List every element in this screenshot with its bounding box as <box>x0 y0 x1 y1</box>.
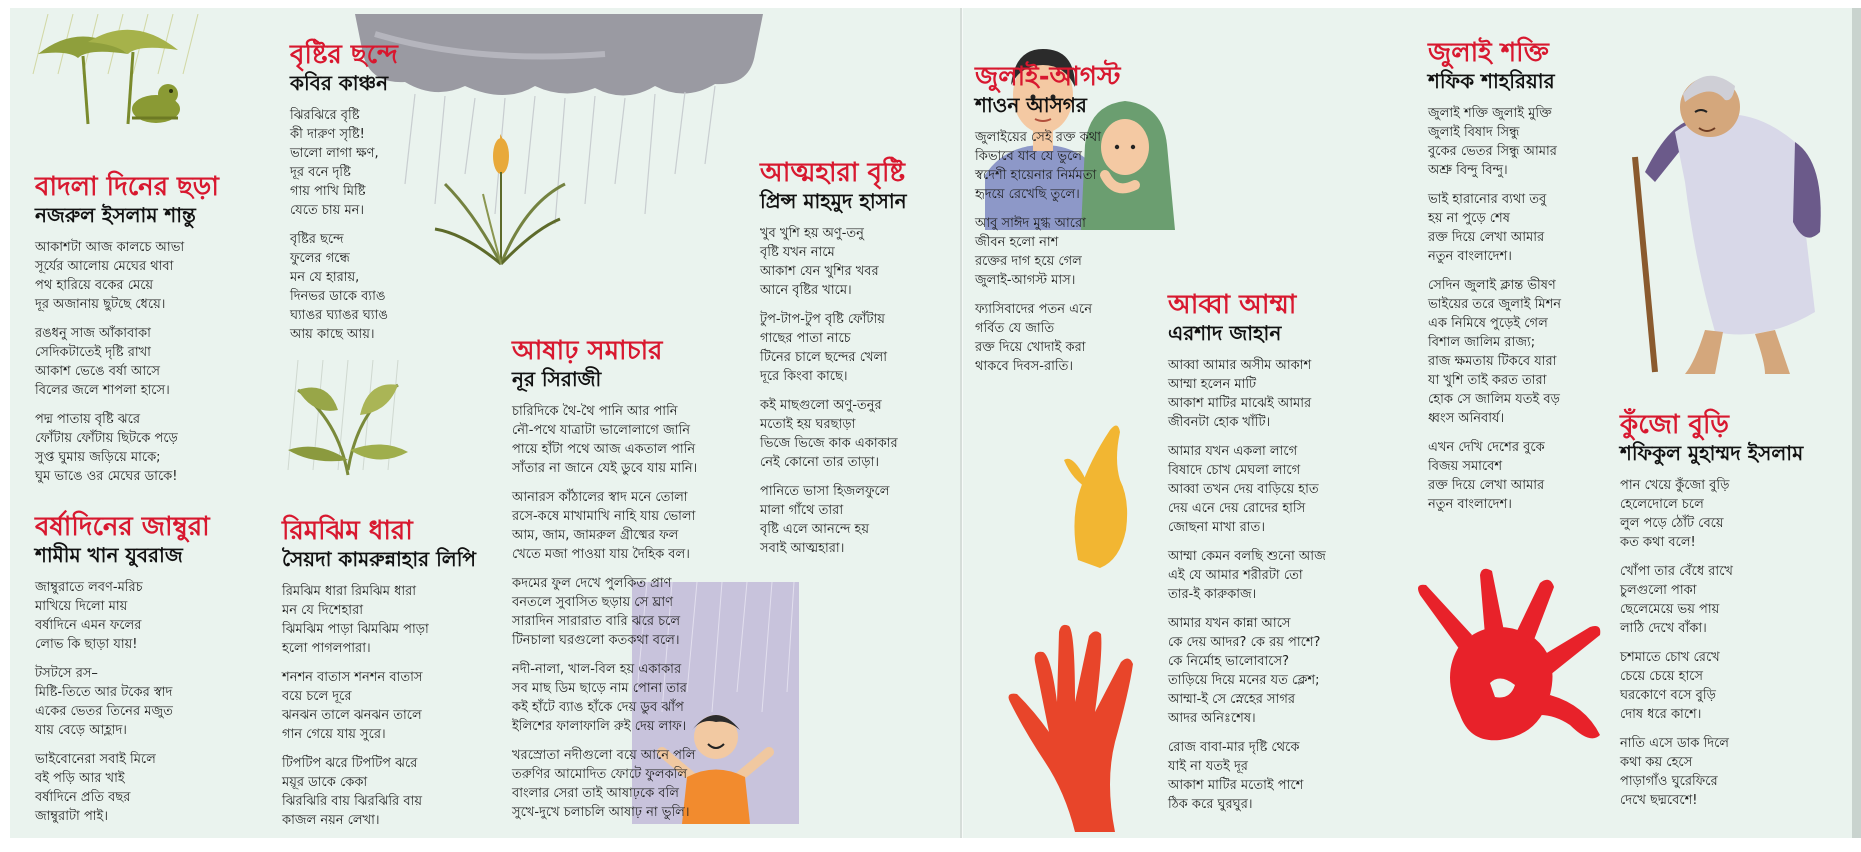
verse-line: সারাদিন সারারাত বারি ঝরে চলে <box>512 614 681 629</box>
verse-line: রোজ বাবা-মার দৃষ্টি থেকে <box>1168 740 1300 755</box>
verse-line: যেতে চায় মন। <box>290 203 365 218</box>
verse-line: ভাইয়ের তরে জুলাই মিশন <box>1428 297 1562 312</box>
verse-line: টিনের চালে ছন্দের খেলা <box>760 350 887 365</box>
verse-line: ফুলের গন্ধে <box>290 251 350 266</box>
poem-author: প্রিন্স মাহমুদ হাসান <box>760 189 907 213</box>
verse-line: সাঁতার না জানে যেই ডুবে যায় মানি। <box>512 461 698 476</box>
verse-line: আম্মা হলেন মাটি <box>1168 377 1257 392</box>
poem-kunjo-buri <box>1620 410 1845 820</box>
verse-line: হেলেদোলে চলে <box>1620 497 1704 512</box>
poem-title: কুঁজো বুড়ি <box>1620 410 1729 440</box>
verse-line: পথ হারিয়ে বকের মেয়ে <box>35 278 154 293</box>
poem-author: শামীম খান যুবরাজ <box>35 543 183 567</box>
stanza <box>1168 614 1393 728</box>
verse-line: রক্ত দিয়ে লেখা আমার <box>1428 230 1545 245</box>
verse-line: লাঠি দেখে বাঁকা। <box>1620 621 1707 636</box>
verse-line: জাম্বুরাতে লবণ-মরিচ <box>35 580 143 595</box>
verse-line: দূর বনে দৃষ্টি <box>290 165 351 180</box>
stanza <box>1168 547 1393 604</box>
poem-july-august <box>975 62 1155 386</box>
verse-line: গান গেয়ে যায় সুরে। <box>282 727 386 742</box>
verse-line: কিভাবে যাব যে ভুলে <box>975 149 1082 164</box>
verse-line: আমার যখন একলা লাগে <box>1168 444 1298 459</box>
verse-line: সুপ্ত ঘুমায় জড়িয়ে মাকে; <box>35 450 161 465</box>
verse-line: রাজ ক্ষমতায় টিকবে যারা <box>1428 354 1557 369</box>
stanza <box>282 582 502 658</box>
stanza <box>512 488 777 564</box>
verse-line: জীবন হলো নাশ <box>975 235 1059 250</box>
poem-title: জুলাই শক্তি <box>1428 38 1549 68</box>
stanza <box>1620 734 1845 810</box>
stanza <box>1428 276 1628 428</box>
verse-line: নতুন বাংলাদেশ। <box>1428 249 1512 264</box>
verse-line: নদী-নালা, খাল-বিল হয় একাকার <box>512 662 682 677</box>
verse-line: মন যে হারায়, <box>290 270 360 285</box>
stanza <box>290 230 440 344</box>
verse-line: আম, জাম, জামরুল গ্রীষ্মের ফল <box>512 528 679 543</box>
verse-line: চেয়ে চেয়ে হাসে <box>1620 669 1704 684</box>
stanza <box>1168 356 1393 432</box>
stanza <box>1620 476 1845 552</box>
verse-line: গর্বিত যে জাতি <box>975 321 1055 336</box>
verse-line: কই হাঁটে ব্যাঙ হাঁকে দেয় ডুব ঝাঁপ <box>512 700 684 715</box>
verse-line: ঘ্যাঙর ঘ্যাঙর ঘ্যাঙ <box>290 308 388 323</box>
verse-line: চুলগুলো পাকা <box>1620 583 1697 598</box>
verse-line: আবু সাঈদ মুগ্ধ আরো <box>975 216 1086 231</box>
verse-line: ফোঁটায় ফোঁটায় ছিটকে পড়ে <box>35 431 178 446</box>
verse-line: ঘুম ভাঙে ওর মেঘের ডাকে! <box>35 469 178 484</box>
verse-line: আব্বা তখন দেয় বাড়িয়ে হাত <box>1168 482 1319 497</box>
verse-line: খরস্রোতা নদীগুলো বয়ে আনে পলি <box>512 748 696 763</box>
verse-line: আকাশ মাটির মতোই পাশে <box>1168 778 1304 793</box>
verse-line: হোক সে জালিম যতই বড় <box>1428 392 1560 407</box>
stanza <box>35 664 235 740</box>
verse-line: স্বদেশী হায়েনার নির্মমতা <box>975 168 1097 183</box>
stanza <box>1620 562 1845 638</box>
verse-line: জীবনটা হোক খাঁটি। <box>1168 415 1271 430</box>
verse-line: পাড়াগাঁও ঘুরেফিরে <box>1620 774 1718 789</box>
verse-line: জুলাই বিষাদ সিন্ধু <box>1428 125 1520 140</box>
verse-line: যাই না যতই দূর <box>1168 759 1248 774</box>
verse-line: ছেলেমেয়ে ভয় পায় <box>1620 602 1720 617</box>
verse-line: এখন দেখি দেশের বুকে <box>1428 440 1545 455</box>
stanza <box>1168 442 1393 537</box>
verse-line: কদমের ফুল দেখে পুলকিত প্রাণ <box>512 576 672 591</box>
page-fold-highlight <box>962 8 963 838</box>
frog-leaves-illustration <box>28 14 218 132</box>
poem-rimjhim-dhara <box>282 516 502 840</box>
verse-line: সবাই আত্মহারা। <box>760 541 845 556</box>
verse-line: চশমাতে চোখ রেখে <box>1620 650 1720 665</box>
red-handprint-illustration <box>1400 565 1610 755</box>
verse-line: ভাই হারানোর ব্যথা তবু <box>1428 192 1547 207</box>
poem-borshadiner-jambura <box>35 512 235 836</box>
verse-line: রক্ত দিয়ে লেখা আমার <box>1428 478 1545 493</box>
poem-badla-diner-chora <box>35 172 235 496</box>
verse-line: কাজল নয়ন লেখা। <box>282 813 380 828</box>
verse-line: আকাশ মাটির মাঝেই আমার <box>1168 396 1312 411</box>
verse-line: রঙধনু সাজ আঁকাবাকা <box>35 326 151 341</box>
verse-line: কে নির্মোহ ভালোবাসে? <box>1168 654 1290 669</box>
verse-line: বাংলার সেরা তাই আষাঢ়কে বলি <box>512 786 679 801</box>
verse-line: থাকবে দিবস-রাতি। <box>975 359 1073 374</box>
stanza <box>35 238 235 314</box>
verse-line: বয়ে চলে দূরে <box>282 689 352 704</box>
verse-line: আকাশটা আজ কালচে আভা <box>35 240 185 255</box>
verse-line: সূর্যের আলোয় মেঘের থাবা <box>35 259 174 274</box>
verse-line: আম্মা-ই সে স্নেহের সাগর <box>1168 692 1296 707</box>
verse-line: টিনচালা ঘরগুলো কতকথা বলে। <box>512 633 680 648</box>
verse-line: টিপটিপ ঝরে টিপটিপ ঝরে <box>282 756 418 771</box>
verse-line: আকাশ যেন খুশির খবর <box>760 264 879 279</box>
verse-line: সব মাছ ডিম ছাড়ে নাম পোনা তার <box>512 681 687 696</box>
verse-line: কী দারুণ সৃষ্টি! <box>290 127 365 142</box>
verse-line: খেতে মজা পাওয়া যায় দৈহিক বল। <box>512 547 690 562</box>
verse-line: নতুন বাংলাদেশ। <box>1428 497 1512 512</box>
poem-author: কবির কাঞ্চন <box>290 71 389 95</box>
verse-line: বিজয় সমাবেশ <box>1428 459 1503 474</box>
stanza <box>760 396 960 472</box>
stanza <box>512 574 777 650</box>
verse-line: নৌ-পথে যাত্রাটা ভালোলাগে জানি <box>512 423 690 438</box>
verse-line: দেয় এনে দেয় রোদের হাসি <box>1168 501 1306 516</box>
verse-line: জুলাই শক্তি জুলাই মুক্তি <box>1428 106 1552 121</box>
verse-line: কই মাছগুলো অণু-তনুর <box>760 398 882 413</box>
red-hand-illustration <box>1005 622 1170 832</box>
poem-brishtir-chonde <box>290 40 440 354</box>
stanza <box>35 324 235 400</box>
verse-line: আব্বা আমার অসীম আকাশ <box>1168 358 1312 373</box>
verse-line: কত কথা বলে! <box>1620 535 1696 550</box>
stanza <box>282 668 502 744</box>
verse-line: তরুণির আমোদিত ফোটে ফুলকলি <box>512 767 688 782</box>
verse-line: খোঁপা তার বেঁধে রাখে <box>1620 564 1733 579</box>
verse-line: গায় পাখি মিষ্টি <box>290 184 366 199</box>
verse-line: এই যে আমার শরীরটা তো <box>1168 568 1303 583</box>
verse-line: কথা কয় হেসে <box>1620 755 1693 770</box>
verse-line: ঝিরঝিরে বৃষ্টি <box>290 108 360 123</box>
verse-line: জোছনা মাখা রাত। <box>1168 520 1265 535</box>
verse-line: আনারস কাঁঠালের স্বাদ মনে তোলা <box>512 490 688 505</box>
stanza <box>760 310 960 386</box>
verse-line: ভাইবোনেরা সবাই মিলে <box>35 752 156 767</box>
verse-line: সেদিকটাতেই দৃষ্টি রাখা <box>35 345 151 360</box>
verse-line: দোষ ধরে কাশে। <box>1620 707 1702 722</box>
verse-line: জুলাই-আগস্ট মাস। <box>975 273 1076 288</box>
stanza <box>1428 104 1628 180</box>
verse-line: বিষাদে চোখ মেঘলা লাগে <box>1168 463 1301 478</box>
poem-title: জুলাই-আগস্ট <box>975 62 1121 92</box>
verse-line: চারিদিকে থৈ-থৈ পানি আর পানি <box>512 404 678 419</box>
verse-line: লুল পড়ে ঠোঁট বেয়ে <box>1620 516 1724 531</box>
stanza <box>512 746 777 822</box>
verse-line: বর্ষাদিনে প্রতি বছর <box>35 790 131 805</box>
verse-line: হৃদয়ে রেখেছি তুলে। <box>975 187 1080 202</box>
verse-line: নেই কোনো তার তাড়া। <box>760 455 879 470</box>
yellow-hand-illustration <box>1060 420 1140 570</box>
verse-line: সেদিন জুলাই ক্লান্ত ভীষণ <box>1428 278 1556 293</box>
poem-author: নজরুল ইসলাম শান্তু <box>35 203 196 227</box>
verse-line: মিষ্টি-তিতে আর টকের স্বাদ <box>35 685 173 700</box>
stanza <box>975 214 1155 290</box>
verse-line: মাখিয়ে দিলো মায় <box>35 599 128 614</box>
verse-line: যা খুশি তাই করত তারা <box>1428 373 1547 388</box>
verse-line: একের ভেতর তিনের মজুত <box>35 704 173 719</box>
verse-line: মালা গাঁথে তারা <box>760 503 844 518</box>
old-woman-illustration <box>1615 62 1850 382</box>
stanza <box>35 410 235 486</box>
verse-line: রসে-কষে মাখামাখি নাহি যায় ভোলা <box>512 509 696 524</box>
verse-line: তাড়িয়ে দিয়ে মনের যত ক্লেশ; <box>1168 673 1320 688</box>
poem-ashar-somachar <box>512 336 777 832</box>
verse-line: যায় বেড়ে আহ্লাদ। <box>35 723 127 738</box>
verse-line: হলো পাগলপারা। <box>282 641 371 656</box>
verse-line: অশ্রু বিন্দু বিন্দু। <box>1428 163 1508 178</box>
verse-line: জাম্বুরাটা পাই। <box>35 809 108 824</box>
stanza <box>35 750 235 826</box>
verse-line: আম্মা কেমন বলছি শুনো আজ <box>1168 549 1326 564</box>
verse-line: টসটসে রস– <box>35 666 98 681</box>
verse-line: মতোই হয় ঘরছাড়া <box>760 417 856 432</box>
verse-line: এক নিমিষে পুড়েই গেল <box>1428 316 1548 331</box>
stanza <box>512 660 777 736</box>
page-edge <box>1852 8 1861 838</box>
verse-line: খুব খুশি হয় অণু-তনু <box>760 226 864 241</box>
verse-line: আমার যখন কান্না আসে <box>1168 616 1291 631</box>
poem-atmohara-brishti <box>760 158 960 568</box>
verse-line: বৃষ্টি যখন নামে <box>760 245 835 260</box>
verse-line: ভালো লাগা ক্ষণ, <box>290 146 379 161</box>
poem-abba-amma <box>1168 290 1393 824</box>
stanza <box>282 754 502 830</box>
stanza <box>1620 648 1845 724</box>
verse-line: ফ্যাসিবাদের পতন এনে <box>975 302 1093 317</box>
poem-title: বৃষ্টির ছন্দে <box>290 40 398 70</box>
stanza <box>290 106 440 220</box>
verse-line: ঘরকোণে বসে বুড়ি <box>1620 688 1716 703</box>
stanza <box>512 402 777 478</box>
verse-line: ধ্বংস অনিবার্য। <box>1428 411 1505 426</box>
poem-title: রিমঝিম ধারা <box>282 516 413 546</box>
stanza <box>1428 190 1628 266</box>
verse-line: বর্ষাদিনে এমন ফলের <box>35 618 142 633</box>
verse-line: তার-ই কারুকাজ। <box>1168 587 1257 602</box>
verse-line: ময়ূর ডাকে কেকা <box>282 775 368 790</box>
poem-author: শফিক শাহরিয়ার <box>1428 69 1555 93</box>
poem-title: বর্ষাদিনের জাম্বুরা <box>35 512 210 542</box>
verse-line: রক্তের দাগ হয়ে গেল <box>975 254 1082 269</box>
poem-title: আত্মহারা বৃষ্টি <box>760 158 905 188</box>
verse-line: বই পড়ি আর খাই <box>35 771 125 786</box>
verse-line: লোভ কি ছাড়া যায়! <box>35 637 138 652</box>
verse-line: পায়ে হাঁটা পথে আজ একতাল পানি <box>512 442 696 457</box>
poem-july-shokti <box>1428 38 1628 524</box>
poem-author: নূর সিরাজী <box>512 367 602 391</box>
stanza <box>760 482 960 558</box>
verse-line: সুখে-দুখে চলাচলি আষাঢ় না ভুলি। <box>512 805 690 820</box>
verse-line: ঝিমঝিম পাড়া ঝিমঝিম পাড়া <box>282 622 429 637</box>
verse-line: আদর অনিঃশেষ। <box>1168 711 1256 726</box>
verse-line: আয় কাছে আয়। <box>290 327 375 342</box>
verse-line: বনতলে সুবাসিত ছড়ায় সে ঘ্রাণ <box>512 595 673 610</box>
poem-author: সৈয়দা কামরুন্নাহার লিপি <box>282 547 477 571</box>
verse-line: শনশন বাতাস শনশন বাতাস <box>282 670 423 685</box>
poem-title: বাদলা দিনের ছড়া <box>35 172 219 202</box>
verse-line: ঝিরঝিরি বায় ঝিরঝিরি বায় <box>282 794 422 809</box>
verse-line: হয় না পুড়ে শেষ <box>1428 211 1510 226</box>
verse-line: দেখে ছদ্মবেশে! <box>1620 793 1698 808</box>
verse-line: বৃষ্টির ছন্দে <box>290 232 344 247</box>
stanza <box>760 224 960 300</box>
stanza <box>975 128 1155 204</box>
verse-line: রিমঝিম ধারা রিমঝিম ধারা <box>282 584 417 599</box>
verse-line: দূরে কিংবা কাছে। <box>760 369 848 384</box>
verse-line: দিনভর ডাকে ব্যাঙ <box>290 289 386 304</box>
stanza <box>1168 738 1393 814</box>
poem-author: এরশাদ জাহান <box>1168 321 1282 345</box>
verse-line: পানিতে ভাসা হিজলফুলে <box>760 484 890 499</box>
verse-line: রক্ত দিয়ে খোদাই করা <box>975 340 1086 355</box>
stanza <box>35 578 235 654</box>
verse-line: বৃষ্টি এলে আনন্দে হয় <box>760 522 870 537</box>
plant-rain-illustration <box>278 360 416 480</box>
verse-line: ঠিক করে ঘুরঘুর। <box>1168 797 1253 812</box>
verse-line: বিলের জলে শাপলা হাসে। <box>35 383 170 398</box>
verse-line: ভিজে ভিজে কাক একাকার <box>760 436 898 451</box>
poem-author: শাওন আসগর <box>975 93 1087 117</box>
poem-author: শফিকুল মুহাম্মদ ইসলাম <box>1620 441 1804 465</box>
verse-line: পান খেয়ে কুঁজো বুড়ি <box>1620 478 1730 493</box>
verse-line: মন যে দিশেহারা <box>282 603 363 618</box>
poem-title: আষাঢ় সমাচার <box>512 336 663 366</box>
verse-line: ইলিশের ফালাফালি রুই দেয় লাফ। <box>512 719 687 734</box>
verse-line: পদ্ম পাতায় বৃষ্টি ঝরে <box>35 412 141 427</box>
verse-line: টুপ-টাপ-টুপ বৃষ্টি ফোঁটায় <box>760 312 885 327</box>
verse-line: ঝনঝন তালে ঝনঝন তালে <box>282 708 422 723</box>
verse-line: কে দেয় আদর? কে রয় পাশে? <box>1168 635 1321 650</box>
verse-line: দূর অজানায় ছুটছে ধেয়ে। <box>35 297 166 312</box>
verse-line: বিশাল জালিম রাজ্য; <box>1428 335 1536 350</box>
verse-line: আকাশ ভেঙে বর্ষা আসে <box>35 364 160 379</box>
stanza <box>975 300 1155 376</box>
poem-title: আব্বা আম্মা <box>1168 290 1297 320</box>
verse-line: জুলাইয়ের সেই রক্ত কথা <box>975 130 1101 145</box>
stanza <box>1428 438 1628 514</box>
verse-line: আনে বৃষ্টির খামে। <box>760 283 852 298</box>
verse-line: বুকের ভেতর সিন্ধু আমার <box>1428 144 1557 159</box>
verse-line: গাছের পাতা নাচে <box>760 331 851 346</box>
verse-line: নাতি এসে ডাক দিলে <box>1620 736 1729 751</box>
